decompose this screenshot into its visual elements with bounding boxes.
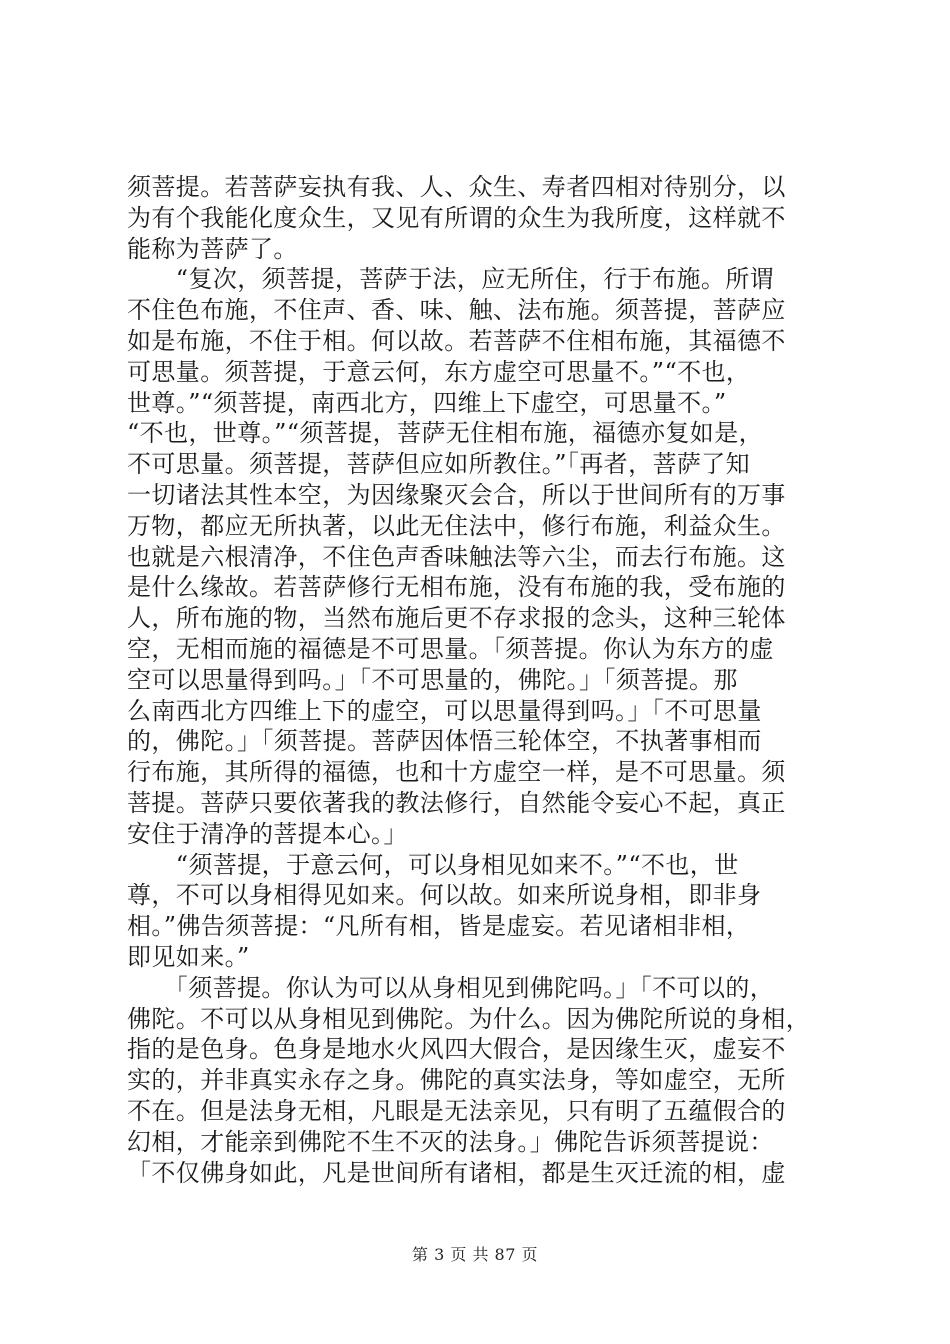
text-line: 为有个我能化度众生，又见有所谓的众生为我所度，这样就不: [127, 203, 786, 232]
text-line: 实的，并非真实永存之身。佛陀的真实法身，等如虚空，无所: [127, 1066, 786, 1095]
text-line: 「不仅佛身如此，凡是世间所有诸相，都是生灭迁流的相，虚: [127, 1158, 786, 1187]
text-line: 「须菩提。你认为可以从身相见到佛陀吗。」「不可以的，: [127, 973, 775, 1002]
text-line: 佛陀。不可以从身相见到佛陀。为什么。因为佛陀所说的身相，: [127, 1004, 811, 1033]
text-line: 是什么缘故。若菩萨修行无相布施，没有布施的我，受布施的: [127, 573, 786, 602]
text-line: “须菩提，于意云何，可以身相见如来不。”“不也，世: [127, 850, 739, 879]
text-line: 如是布施，不住于相。何以故。若菩萨不住相布施，其福德不: [127, 326, 786, 355]
text-line: 相。”佛告须菩提：“凡所有相，皆是虚妄。若见诸相非相，: [127, 912, 751, 941]
text-line: 指的是色身。色身是地水火风四大假合，是因缘生灭，虚妄不: [127, 1035, 786, 1064]
text-line: 即见如来。”: [127, 942, 250, 971]
text-line: 不可思量。须菩提，菩萨但应如所教住。”「再者，菩萨了知: [127, 450, 751, 479]
text-line: 尊，不可以身相得见如来。何以故。如来所说身相，即非身: [127, 881, 762, 910]
text-line: 人，所布施的物，当然布施后更不存求报的念头，这种三轮体: [127, 604, 786, 633]
text-line: “不也，世尊。”“须菩提，菩萨无住相布施，福德亦复如是，: [127, 419, 764, 448]
text-line: 安住于清净的菩提本心。」: [127, 819, 408, 848]
text-line: 也就是六根清净，不住色声香味触法等六尘，而去行布施。这: [127, 542, 786, 571]
text-line: 菩提。菩萨只要依著我的教法修行，自然能令妄心不起，真正: [127, 788, 786, 817]
text-line: 么南西北方四维上下的虚空，可以思量得到吗。」「不可思量: [127, 696, 762, 725]
text-line: 不住色布施，不住声、香、味、触、法布施。须菩提，菩萨应: [127, 296, 786, 325]
page-number-footer: 第 3 页 共 87 页: [412, 1245, 538, 1264]
text-line: 的，佛陀。」「须菩提。菩萨因体悟三轮体空，不执著事相而: [127, 727, 762, 756]
text-line: 空，无相而施的福德是不可思量。「须菩提。你认为东方的虚: [127, 634, 774, 663]
text-line: 世尊。”“须菩提，南西北方，四维上下虚空，可思量不。”: [127, 388, 727, 417]
text-line: 空可以思量得到吗。」「不可思量的，佛陀。」「须菩提。那: [127, 665, 738, 694]
text-line: 不在。但是法身无相，凡眼是无法亲见，只有明了五蕴假合的: [127, 1096, 786, 1125]
text-line: 须菩提。若菩萨妄执有我、人、众生、寿者四相对待别分，以: [127, 173, 786, 201]
text-line: 幻相，才能亲到佛陀不生不灭的法身。」佛陀告诉须菩提说：: [127, 1127, 774, 1156]
text-line: 一切诸法其性本空，为因缘聚灭会合，所以于世间所有的万事: [127, 480, 786, 509]
text-line: 万物，都应无所执著，以此无住法中，修行布施，利益众生。: [127, 511, 786, 540]
body-text: [127, 172, 835, 1188]
text-line: 行布施，其所得的福德，也和十方虚空一样，是不可思量。须: [127, 758, 786, 787]
text-line: “复次，须菩提，菩萨于法，应无所住，行于布施。所谓: [127, 265, 775, 294]
text-line: 能称为菩萨了。: [127, 234, 298, 263]
text-line: 可思量。须菩提，于意云何，东方虚空可思量不。”“不也，: [127, 357, 751, 386]
